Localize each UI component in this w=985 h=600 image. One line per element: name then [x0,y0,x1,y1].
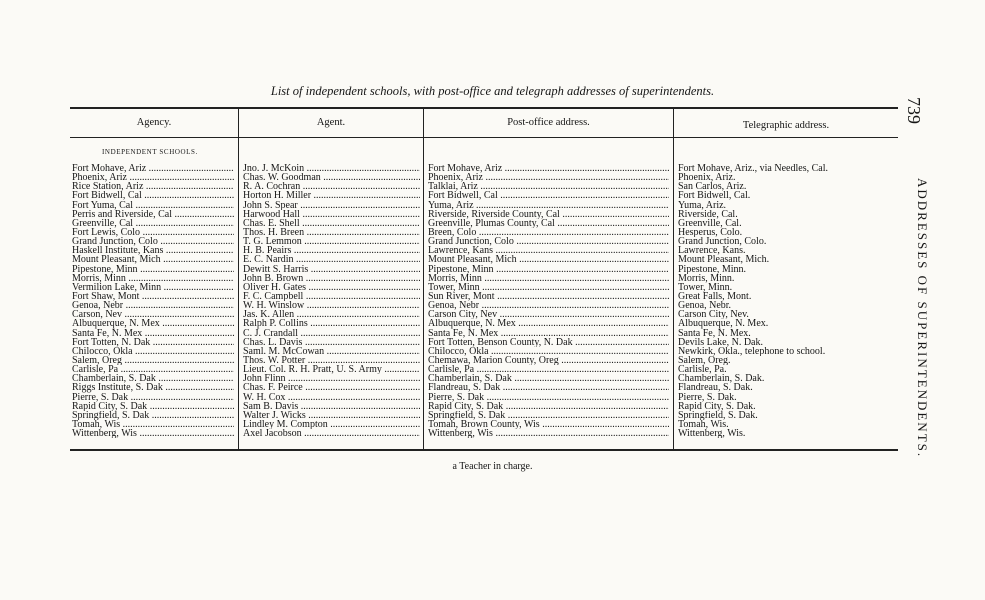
agent-cell: W. H. Cox ..... [243,393,420,402]
agent-cell: Ralph P. Collins ..... [243,319,420,328]
agent-column [243,164,420,438]
post-office-cell: Carson City, Nev ..... [428,310,669,319]
agent-cell: Jas. K. Allen ..... [243,310,420,319]
page-number [904,90,934,130]
agent-cell: R. A. Cochran ..... [243,182,420,191]
post-office-cell: Fort Bidwell, Cal ..... [428,191,669,200]
telegraphic-cell: Pipestone, Minn. [678,264,747,274]
post-office-cell: Tower, Minn ..... [428,283,669,292]
table-caption: List of independent schools, with post-office and telegraph addresses of superintendents. [270,84,715,98]
agent-cell: Jno. J. McKoin ..... [243,164,420,173]
agent-cell: Harwood Hall ..... [243,210,420,219]
agency-cell: Greenville, Cal ..... [72,219,234,228]
agent-cell: John B. Brown ..... [243,274,420,283]
header-post-office: Post-office address. [507,117,590,128]
telegraphic-cell: Salem, Oreg. [678,355,731,366]
telegraphic-column [678,164,896,438]
post-office-cell: Breen, Colo ..... [428,228,669,237]
telegraphic-cell: Santa Fe, N. Mex. [678,328,751,338]
telegraphic-cell: Riverside, Cal. [678,209,738,219]
telegraphic-cell: Morris, Minn. [678,273,735,283]
table-bottom-rule [70,449,898,451]
agency-cell: Fort Mohave, Ariz ..... [72,164,234,173]
post-office-cell: Fort Mohave, Ariz ..... [428,164,669,173]
page-number-text: 739 [904,97,924,124]
agency-cell: Carson, Nev ..... [72,310,234,319]
agent-cell: Walter J. Wicks ..... [243,411,420,420]
header-agency: Agency. [136,117,172,128]
agent-cell: Lieut. Col. R. H. Pratt, U. S. Army ..... [243,365,420,374]
agency-cell: Rice Station, Ariz ..... [72,182,234,191]
telegraphic-cell: Phoenix, Ariz. [678,173,736,183]
agency-cell: Fort Lewis, Colo ..... [72,228,234,237]
post-office-cell: Morris, Minn ..... [428,274,669,283]
telegraphic-cell: San Carlos, Ariz. [678,182,747,192]
telegraphic-cell: Greenville, Cal. [678,218,742,228]
column-divider-3 [673,108,674,449]
agency-cell: Fort Totten, N. Dak ..... [72,338,234,347]
telegraphic-cell: Rapid City, S. Dak. [678,401,756,411]
header-bottom-rule [70,137,898,138]
post-office-cell: Talklai, Ariz ..... [428,182,669,191]
agency-column [72,164,234,438]
agency-cell: Morris, Minn ..... [72,274,234,283]
post-office-cell: Pipestone, Minn ..... [428,265,669,274]
agent-cell: Saml. M. McCowan ..... [243,347,420,356]
post-office-cell: Riverside, Riverside County, Cal ..... [428,210,669,219]
telegraphic-cell: Chamberlain, S. Dak. [678,374,765,384]
agency-cell: Pierre, S. Dak ..... [72,393,234,402]
agent-cell: Chas. F. Peirce ..... [243,383,420,392]
post-office-cell: Albuquerque, N. Mex ..... [428,319,669,328]
post-office-cell: Pierre, S. Dak ..... [428,393,669,402]
post-office-cell: Wittenberg, Wis ..... [428,429,669,438]
post-office-cell: Genoa, Nebr ..... [428,301,669,310]
agency-cell: Haskell Institute, Kans ..... [72,246,234,255]
telegraphic-cell: Newkirk, Okla., telephone to school. [678,346,826,356]
telegraphic-cell: Springfield, S. Dak. [678,410,758,420]
telegraphic-cell: Mount Pleasant, Mich. [678,255,770,265]
post-office-cell: Lawrence, Kans ..... [428,246,669,255]
agency-cell: Chamberlain, S. Dak ..... [72,374,234,383]
telegraphic-cell: Albuquerque, N. Mex. [678,319,769,329]
agency-cell: Pipestone, Minn ..... [72,265,234,274]
telegraphic-cell: Hesperus, Colo. [678,227,743,238]
telegraphic-cell: Great Falls, Mont. [678,291,752,302]
post-office-cell: Chamberlain, S. Dak ..... [428,374,669,383]
agent-cell: Chas. E. Shell ..... [243,219,420,228]
agent-cell: Chas. W. Goodman ..... [243,173,420,182]
post-office-cell: Yuma, Ariz ..... [428,201,669,210]
agency-cell: Springfield, S. Dak ..... [72,411,234,420]
post-office-cell: Carlisle, Pa ..... [428,365,669,374]
telegraphic-cell: Wittenberg, Wis. [678,429,746,439]
post-office-cell: Fort Totten, Benson County, N. Dak ..... [428,338,669,347]
agency-cell: Fort Shaw, Mont ..... [72,292,234,301]
agency-cell: Mount Pleasant, Mich ..... [72,255,234,264]
agency-cell: Rapid City, S. Dak ..... [72,402,234,411]
agent-cell: H. B. Peairs ..... [243,246,420,255]
post-office-cell: Tomah, Brown County, Wis ..... [428,420,669,429]
agent-cell: T. G. Lemmon ..... [243,237,420,246]
agent-cell: C. J. Crandall ..... [243,329,420,338]
agency-cell: Genoa, Nebr ..... [72,301,234,310]
agent-cell: Thos. H. Breen ..... [243,228,420,237]
column-divider-1 [238,108,239,449]
agency-cell: Vermilion Lake, Minn ..... [72,283,234,292]
telegraphic-cell: Devils Lake, N. Dak. [678,337,763,347]
agency-cell: Wittenberg, Wis ..... [72,429,234,438]
telegraphic-cell: Fort Mohave, Ariz., via Needles, Cal. [678,164,828,174]
agency-cell: Albuquerque, N. Mex ..... [72,319,234,328]
agency-cell: Riggs Institute, S. Dak ..... [72,383,234,392]
post-office-cell: Mount Pleasant, Mich ..... [428,255,669,264]
agent-cell: Axel Jacobson ..... [243,429,420,438]
agent-cell: F. C. Campbell ..... [243,292,420,301]
telegraphic-cell: Carson City, Nev. [678,310,749,320]
telegraphic-cell: Tower, Minn. [678,282,733,292]
agency-cell: Tomah, Wis ..... [72,420,234,429]
telegraphic-cell: Grand Junction, Colo. [678,237,767,247]
telegraphic-cell: Carlisle, Pa. [678,365,727,375]
telegraphic-cell: Flandreau, S. Dak. [678,383,753,393]
agent-cell: Oliver H. Gates ..... [243,283,420,292]
agency-cell: Grand Junction, Colo ..... [72,237,234,246]
agent-cell: John Flinn ..... [243,374,420,383]
section-subheading: INDEPENDENT SCHOOLS. [102,148,198,156]
telegraphic-cell: Fort Bidwell, Cal. [678,191,751,201]
agent-cell: Sam B. Davis ..... [243,402,420,411]
telegraphic-cell: Lawrence, Kans. [678,246,746,256]
post-office-cell: Rapid City, S. Dak ..... [428,402,669,411]
post-office-cell: Chilocco, Okla ..... [428,347,669,356]
agency-cell: Fort Yuma, Cal ..... [72,201,234,210]
post-office-cell: Phoenix, Ariz ..... [428,173,669,182]
post-office-cell: Sun River, Mont ..... [428,292,669,301]
agent-cell: Chas. L. Davis ..... [243,338,420,347]
post-office-cell: Chemawa, Marion County, Oreg ..... [428,356,669,365]
agency-cell: Perris and Riverside, Cal ..... [72,210,234,219]
post-office-cell: Greenville, Plumas County, Cal ..... [428,219,669,228]
agency-cell: Carlisle, Pa ..... [72,365,234,374]
agency-cell: Fort Bidwell, Cal ..... [72,191,234,200]
agent-cell: Dewitt S. Harris ..... [243,265,420,274]
post-office-cell: Flandreau, S. Dak ..... [428,383,669,392]
telegraphic-cell: Genoa, Nebr. [678,301,732,311]
agent-cell: Thos. W. Potter ..... [243,356,420,365]
agent-cell: W. H. Winslow ..... [243,301,420,310]
post-office-cell: Grand Junction, Colo ..... [428,237,669,246]
footnote: a Teacher in charge. [452,461,533,472]
telegraphic-cell: Pierre, S. Dak. [678,392,737,402]
header-telegraphic: Telegraphic address. [742,120,830,131]
header-agent: Agent. [316,117,346,128]
running-head-text: ADDRESSES OF SUPERINTENDENTS. [915,178,930,459]
agency-cell: Phoenix, Ariz ..... [72,173,234,182]
agent-cell: E. C. Nardin ..... [243,255,420,264]
post-office-column [428,164,669,438]
agency-cell: Salem, Oreg ..... [72,356,234,365]
telegraphic-cell: Tomah, Wis. [678,419,729,430]
agency-cell: Santa Fe, N. Mex ..... [72,329,234,338]
post-office-cell: Santa Fe, N. Mex ..... [428,329,669,338]
column-divider-2 [423,108,424,449]
agency-cell: Chilocco, Okla ..... [72,347,234,356]
agent-cell: Lindley M. Compton ..... [243,420,420,429]
agent-cell: Horton H. Miller ..... [243,191,420,200]
agent-cell: John S. Spear ..... [243,201,420,210]
post-office-cell: Springfield, S. Dak ..... [428,411,669,420]
telegraphic-cell: Yuma, Ariz. [678,200,727,210]
table-top-rule [70,107,898,109]
